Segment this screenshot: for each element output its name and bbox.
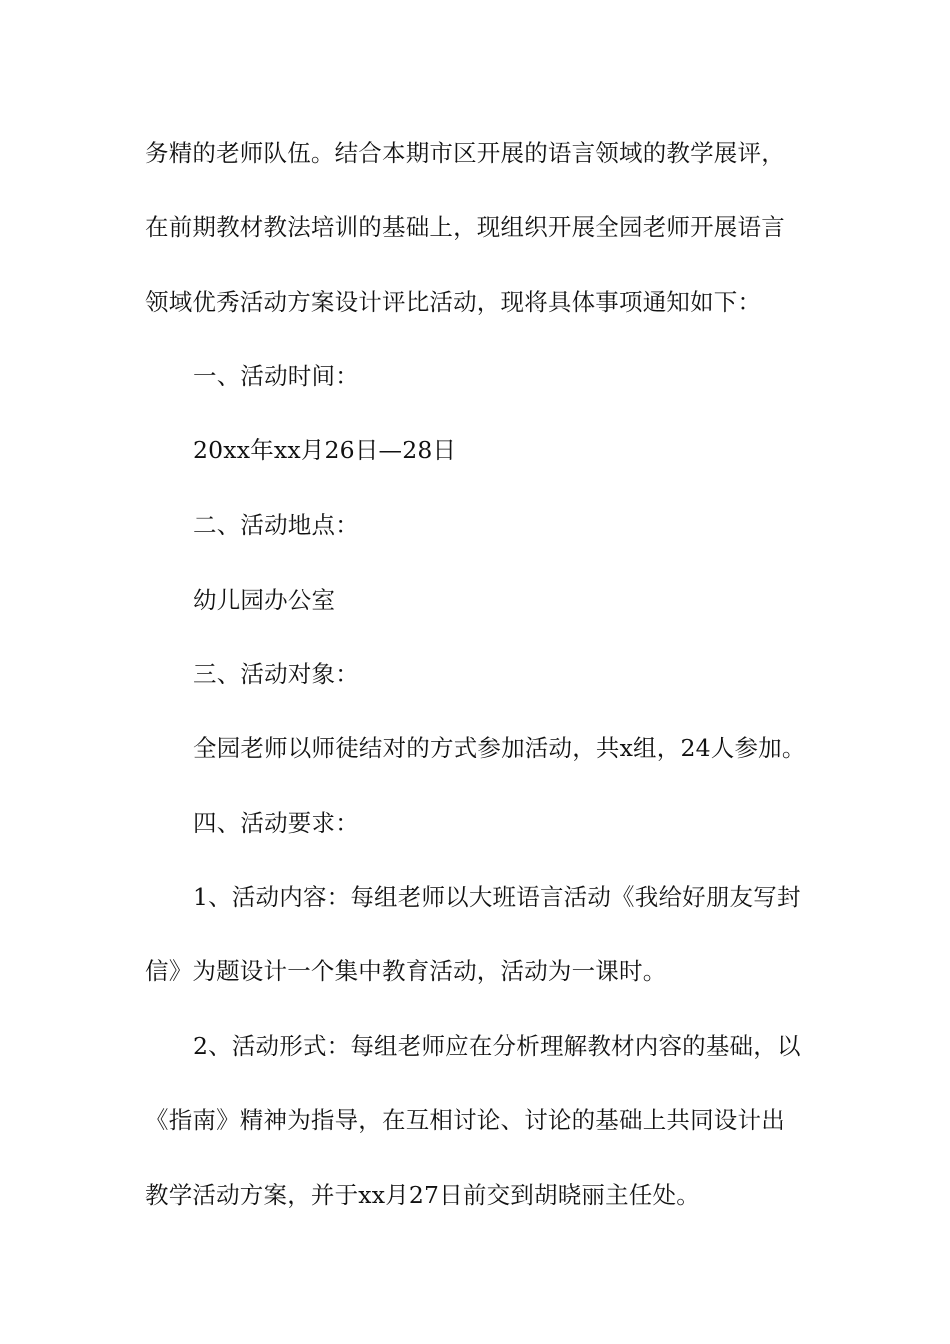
requirement-1-line: 信》为题设计一个集中教育活动，活动为一课时。 (145, 957, 667, 985)
activity-location: 幼儿园办公室 (193, 586, 336, 614)
paragraph-line: 领域优秀活动方案设计评比活动，现将具体事项通知如下： (145, 288, 762, 316)
paragraph-line: 务精的老师队伍。结合本期市区开展的语言领域的教学展评， (145, 139, 785, 167)
requirement-1-line: 1、活动内容：每组老师以大班语言活动《我给好朋友写封 (193, 883, 801, 911)
activity-date: 20xx年xx月26日—28日 (193, 436, 457, 464)
section-heading-participants: 三、活动对象： (193, 660, 359, 688)
paragraph-line: 在前期教材教法培训的基础上，现组织开展全园老师开展语言 (145, 213, 785, 241)
requirement-2-line: 《指南》精神为指导，在互相讨论、讨论的基础上共同设计出 (145, 1106, 785, 1134)
requirement-2-line: 2、活动形式：每组老师应在分析理解教材内容的基础，以 (193, 1032, 801, 1060)
section-heading-requirements: 四、活动要求： (193, 809, 359, 837)
section-heading-time: 一、活动时间： (193, 362, 359, 390)
section-heading-location: 二、活动地点： (193, 511, 359, 539)
requirement-2-line: 教学活动方案，并于xx月27日前交到胡晓丽主任处。 (145, 1181, 700, 1209)
participants-text: 全园老师以师徒结对的方式参加活动，共x组，24人参加。 (193, 734, 806, 762)
